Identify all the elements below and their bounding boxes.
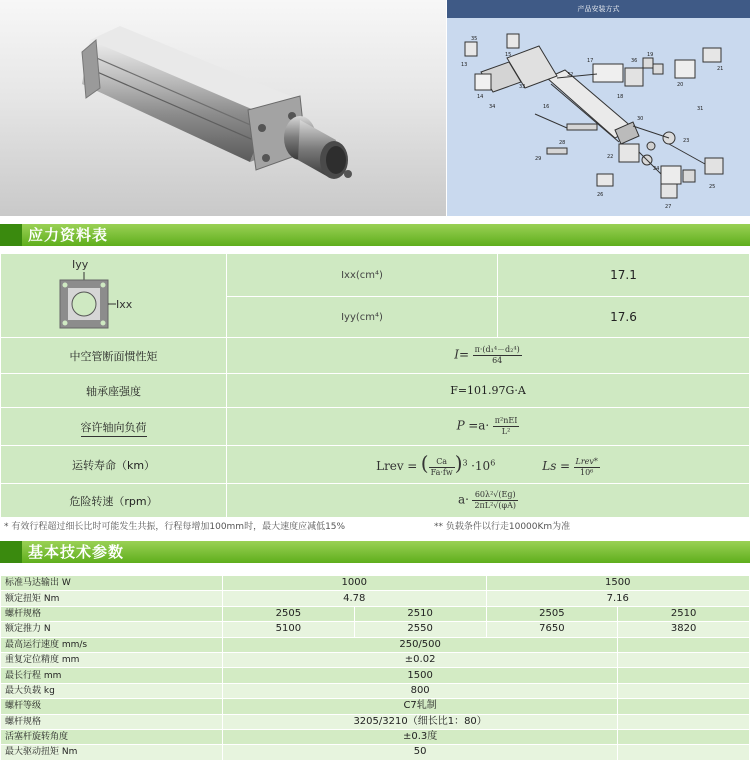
part-number: 34 [489,104,496,110]
actuator-photo [0,0,446,216]
table-row [1,668,750,683]
param-value: 800 [223,683,618,698]
part-number: 15 [505,52,512,58]
life-label: 运转寿命（km） [1,446,227,484]
param-label: 活塞杆旋转角度 [1,729,223,744]
part-number: 19 [647,52,654,58]
iyy-value: 17.6 [498,297,750,338]
cross-section-icon [54,254,174,334]
inertia-numerator: π·(d₁⁴－d₂⁴) [474,345,520,354]
inertia-denominator: 64 [492,356,503,365]
part-number: 25 [709,184,716,190]
part-number: 24 [653,166,660,172]
param-empty [618,652,750,667]
param-label: 最高运行速度 mm/s [1,637,223,652]
inertia-label: 中空管断面惯性矩 [1,338,227,374]
top-images [0,0,750,218]
inertia-lhs: I [454,347,460,362]
part-number: 16 [543,104,550,110]
param-value: 3205/3210（细长比1：80） [223,714,618,729]
param-value: 5100 [223,622,355,637]
param-empty [618,745,750,760]
load-formula [227,408,750,446]
section-marker [0,224,22,246]
life-denominator: Fa·fw [430,467,453,477]
part-number: 18 [617,94,624,100]
param-label: 螺杆规格 [1,714,223,729]
bearing-formula: F=101.97G·A [227,374,750,408]
ls-numerator: Lrev [575,456,594,466]
part-number: 30 [637,116,644,122]
param-value: 1500 [223,668,618,683]
tech-params-table [0,575,750,761]
iyy-label: Iyy(cm⁴) [227,297,498,338]
param-value: 1500 [486,576,750,591]
bearing-label: 轴承座强度 [1,374,227,408]
stress-table [0,253,750,518]
diagram-header: 产品安装方式 [447,0,750,18]
load-label-cell [1,408,227,446]
table-row [1,606,750,621]
table-row [1,637,750,652]
param-value: 2505 [223,606,355,621]
ixx-label: Ixx(cm⁴) [227,254,498,297]
param-label: 额定扭矩 Nm [1,591,223,606]
part-number: 33 [519,84,526,90]
speed-numerator: 60λ²√(Eɡ) [472,490,518,501]
footnotes [4,519,746,533]
stress-section-header [0,224,750,246]
table-row [1,729,750,744]
param-value: 1000 [223,576,487,591]
tech-section-title: 基本技术参数 [28,543,125,561]
part-number: 23 [683,138,690,144]
param-label: 标准马达输出 W [1,576,223,591]
param-label: 螺杆等级 [1,699,223,714]
load-numerator: π²nEI [494,416,518,425]
part-number: 17 [587,58,594,64]
part-number: 28 [559,140,566,146]
part-number: 20 [677,82,684,88]
installation-diagram [447,0,750,216]
actuator-illustration [0,0,446,216]
life-formula: Lrev = ( $\frac{Ca}{Fa\cdot fw}$ )$^3 \cdot 10^6$ Ls = $\frac{\text{Lrev*}}{\text{10⁶}}$ [227,446,750,484]
table-row [1,745,750,760]
life-numerator: Ca [429,457,455,468]
param-empty [618,683,750,698]
table-row [1,683,750,698]
ixx-value: 17.1 [498,254,750,297]
section-marker [0,541,22,563]
part-number: 35 [471,36,478,42]
param-label: 最长行程 mm [1,668,223,683]
ls-lhs: Ls [542,459,557,474]
param-label: 最大驱动扭矩 Nm [1,745,223,760]
table-row [1,699,750,714]
param-value: 3820 [618,622,750,637]
param-value: 250/500 [223,637,618,652]
part-number: 27 [665,204,672,210]
param-value: ±0.02 [223,652,618,667]
part-number: 22 [607,154,614,160]
life-tail-exponent: 6 [490,458,496,468]
part-number: 31 [697,106,704,112]
param-label: 最大负载 kg [1,683,223,698]
life-tail: ·10 [471,459,491,474]
cross-section-cell [1,254,227,338]
load-label: 容许轴向负荷 [81,421,147,437]
axis-y-label: Iyy [71,258,88,271]
part-number: 32 [567,72,574,78]
load-denominator: L² [501,427,511,436]
ls-denominator: 10⁶ [580,467,594,477]
stress-section-title: 应力资料表 [28,226,109,244]
load-mid: =a· [468,418,490,433]
speed-denominator: 2πL²√(φA) [474,501,517,510]
param-value: 2505 [486,606,618,621]
part-number: 21 [717,66,724,72]
inertia-formula: I= $\frac{\text{π·(d₁⁴－d₂⁴)}}{64}$ [227,338,750,374]
life-exponent: 3 [462,458,468,468]
param-label: 重复定位精度 mm [1,652,223,667]
param-value: 4.78 [223,591,487,606]
part-number: 29 [535,156,542,162]
param-value: 50 [223,745,618,760]
param-empty [618,637,750,652]
footnote-resonance: * 有效行程超过细长比时可能发生共振，行程每增加100mm时，最大速度应减低15% [4,522,346,532]
part-number: 26 [597,192,604,198]
speed-label: 危险转速（rpm） [1,484,227,518]
tech-section-header [0,541,750,563]
part-number: 14 [477,94,484,100]
life-lhs: Lrev [376,459,404,474]
param-value: 2550 [354,622,486,637]
param-value: ±0.3度 [223,729,618,744]
param-label: 额定推力 N [1,622,223,637]
axis-x-label: Ixx [115,298,132,311]
param-label: 螺杆规格 [1,606,223,621]
ls-mark: * [593,456,598,466]
table-row [1,591,750,606]
table-row [1,652,750,667]
table-row [1,714,750,729]
param-empty [618,714,750,729]
footnote-load: ** 负载条件以行走10000Km为准 [434,522,571,532]
param-value: 2510 [618,606,750,621]
param-empty [618,699,750,714]
param-value: 7.16 [486,591,750,606]
load-lhs: P [456,418,465,433]
table-row [1,576,750,591]
param-value: 7650 [486,622,618,637]
part-number: 36 [631,58,638,64]
param-value: C7轧制 [223,699,618,714]
part-number: 13 [461,62,468,68]
exploded-view-drawing [447,18,750,216]
param-value: 2510 [354,606,486,621]
param-empty [618,668,750,683]
speed-lhs: a· [457,492,469,507]
speed-formula [227,484,750,518]
param-empty [618,729,750,744]
table-row [1,622,750,637]
